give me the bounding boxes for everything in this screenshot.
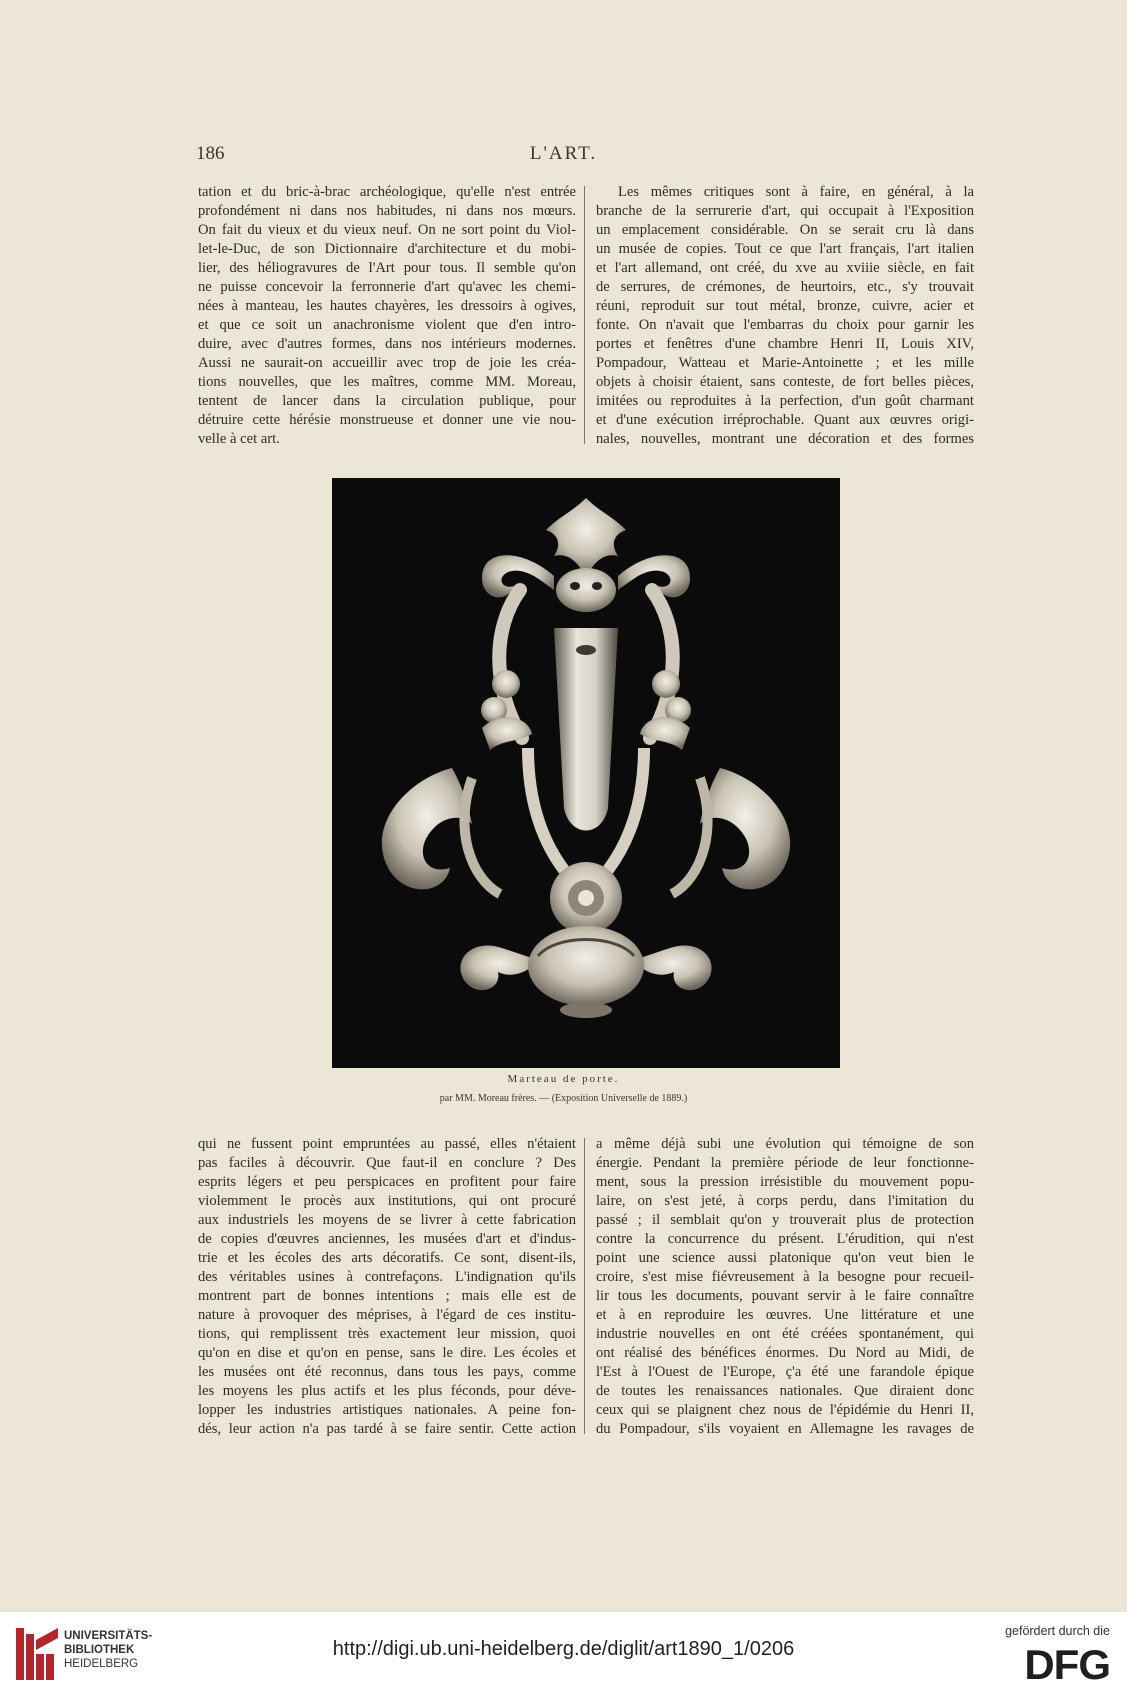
text-line: branche de la serrurerie d'art, qui occupait à l'Exposition xyxy=(596,203,974,219)
column-rule-top xyxy=(584,186,585,444)
text-line: let-le-Duc, de son Dictionnaire d'architecture et du mobi- xyxy=(198,241,576,257)
column-rule-bottom xyxy=(584,1138,585,1434)
text-line: un emplacement considérable. On se serait cru là dans xyxy=(596,222,974,238)
text-line: passé ; il semblait qu'on y trouverait plus de protection xyxy=(596,1212,974,1228)
text-line: qui ne fussent point empruntées au passé, elles n'étaient xyxy=(198,1136,576,1152)
column-top-right xyxy=(596,183,974,449)
text-line: les moyens les plus actifs et les plus féconds, pour déve- xyxy=(198,1383,576,1399)
text-line: et que ce soit un anachronisme violent que d'en intro- xyxy=(198,317,576,333)
text-line: croire, s'est mise fiévreusement à la besogne pour recueil- xyxy=(596,1269,974,1285)
text-line: objets à choisir étaient, sans conteste, de fort belles pièces, xyxy=(596,374,974,390)
text-line: lier, des héliogravures de l'Art pour tous. Il semble qu'on xyxy=(198,260,576,276)
text-line: contre la concurrence du présent. L'érudition, qui n'est xyxy=(596,1231,974,1247)
text-line: de copies d'œuvres anciennes, les musées d'art et d'indus- xyxy=(198,1231,576,1247)
text-line: les musées ont été reconnus, dans tous les pays, comme xyxy=(198,1364,576,1380)
text-line: aux industriels les moyens de se livrer à cette fabrication xyxy=(198,1212,576,1228)
text-line: fonte. On n'avait que l'embarras du choix pour garnir les xyxy=(596,317,974,333)
text-line: énergie. Pendant la première période de leur fonctionne- xyxy=(596,1155,974,1171)
text-line: Les mêmes critiques sont à faire, en général, à la xyxy=(618,184,974,200)
text-line: tation et du bric-à-brac archéologique, qu'elle n'est entrée xyxy=(198,184,576,200)
text-line: duire, avec d'autres formes, dans nos intérieurs modernes. xyxy=(198,336,576,352)
text-line: du Pompadour, s'ils voyaient en Allemagne les ravages de xyxy=(596,1421,974,1437)
text-line: qu'on en dise et qu'on en pense, sans le dire. Les écoles et xyxy=(198,1345,576,1361)
text-line: des véritables usines à contrefaçons. L'indignation qu'ils xyxy=(198,1269,576,1285)
text-line: détruire cette hérésie monstrueuse et donner une vie nou- xyxy=(198,412,576,428)
text-line: l'Est à l'Ouest de l'Europe, ç'a été une farandole épique xyxy=(596,1364,974,1380)
text-line: nature à provoquer des méprises, à l'égard de ces institu- xyxy=(198,1307,576,1323)
library-line: BIBLIOTHEK xyxy=(64,1644,135,1656)
text-line: profondément ni dans nos habitudes, ni dans nos mœurs. xyxy=(198,203,576,219)
text-line: esprits légers et peu perspicaces en profitent pour faire xyxy=(198,1174,576,1190)
column-bottom-left xyxy=(198,1135,576,1439)
text-line: ceux qui se plaignent chez nous de l'épidémie du Henri II, xyxy=(596,1402,974,1418)
text-line: velle à cet art. xyxy=(198,431,280,447)
library-line: HEIDELBERG xyxy=(64,1658,139,1670)
text-line: ment, sous la pression irrésistible du mouvement popu- xyxy=(596,1174,974,1190)
permalink-url[interactable]: http://digi.ub.uni-heidelberg.de/diglit/art1890_1/0206 xyxy=(332,1638,795,1660)
text-line: de serrures, de crémones, de heurtoirs, etc., s'y trouvait xyxy=(596,279,974,295)
text-line: Pompadour, Watteau et Marie-Antoinette ; et les mille xyxy=(596,355,974,371)
figure-credit: par MM. Moreau frères. — (Exposition Universelle de 1889.) xyxy=(439,1093,688,1104)
text-line: nées à manteau, les hautes chayères, les dressoirs à ogives, xyxy=(198,298,576,314)
column-bottom-right xyxy=(596,1135,974,1439)
text-line: point une science aussi platonique qu'on veut bien le xyxy=(596,1250,974,1266)
text-line: tions nouvelles, que les maîtres, comme MM. Moreau, xyxy=(198,374,576,390)
text-line: trie et les écoles des arts décoratifs. Ce sont, disent-ils, xyxy=(198,1250,576,1266)
door-knocker-plate xyxy=(332,478,840,1068)
text-line: dés, leur action n'a pas tardé à se faire sentir. Cette action xyxy=(198,1421,576,1437)
text-line: laire, on s'est jeté, à corps perdu, dans l'imitation du xyxy=(596,1193,974,1209)
text-line: nales, nouvelles, montrant une décoration et des formes xyxy=(596,431,974,447)
text-line: industrie nouvelles en ont été créées spontanément, qui xyxy=(596,1326,974,1342)
text-line: portes et fenêtres d'une chambre Henri II, Louis XIV, xyxy=(596,336,974,352)
text-line: Aussi ne saurait-on accueillir avec trop de joie les créa- xyxy=(198,355,576,371)
text-line: ont réalisé des bénéfices énormes. Du Nord au Midi, de xyxy=(596,1345,974,1361)
text-line: et l'art allemand, ont créé, du xve au xviiie siècle, en fait xyxy=(596,260,974,276)
text-line: a même déjà subi une évolution qui témoigne de son xyxy=(596,1136,974,1152)
text-line: ne puisse concevoir la ferronnerie d'art qu'avec les chemi- xyxy=(198,279,576,295)
journal-title: L'ART. xyxy=(529,143,598,164)
text-line: lir tous les documents, pouvant servir à le faire connaître xyxy=(596,1288,974,1304)
text-line: de toutes les renaissances nationales. Que diraient donc xyxy=(596,1383,974,1399)
text-line: lopper les industries artistiques nationales. A peine fon- xyxy=(198,1402,576,1418)
dfg-logo: DFG xyxy=(1024,1641,1110,1688)
text-line: et d'une exécution irréprochable. Quant aux œuvres origi- xyxy=(596,412,974,428)
text-line: pas faciles à découvrir. Que faut-il en conclure ? Des xyxy=(198,1155,576,1171)
page-number: 186 xyxy=(196,143,225,164)
library-line: UNIVERSITÄTS- xyxy=(64,1630,153,1642)
text-line: un musée de copies. Tout ce que l'art français, l'art italien xyxy=(596,241,974,257)
door-knocker-illustration xyxy=(332,478,840,1068)
text-line: tentent de lancer dans la circulation publique, pour xyxy=(198,393,576,409)
text-line: et à en reproduire les œuvres. Une littérature et une xyxy=(596,1307,974,1323)
figure-title: Marteau de porte. xyxy=(507,1073,620,1085)
text-line: imitées ou reproduites à la perfection, d'un goût charmant xyxy=(596,393,974,409)
text-line: montrent part de bonnes intentions ; mais elle est de xyxy=(198,1288,576,1304)
text-line: tions, qui remplissent très exactement leur mission, quoi xyxy=(198,1326,576,1342)
text-line: On fait du vieux et du vieux neuf. On ne sort point du Viol- xyxy=(198,222,576,238)
text-line: réuni, reproduit sur tout métal, bronze, cuivre, acier et xyxy=(596,298,974,314)
column-top-left xyxy=(198,183,576,449)
text-line: violemment le procès aux institutions, qui ont procuré xyxy=(198,1193,576,1209)
funded-by-label: gefördert durch die xyxy=(1005,1624,1110,1638)
digitization-footer xyxy=(0,1612,1127,1695)
